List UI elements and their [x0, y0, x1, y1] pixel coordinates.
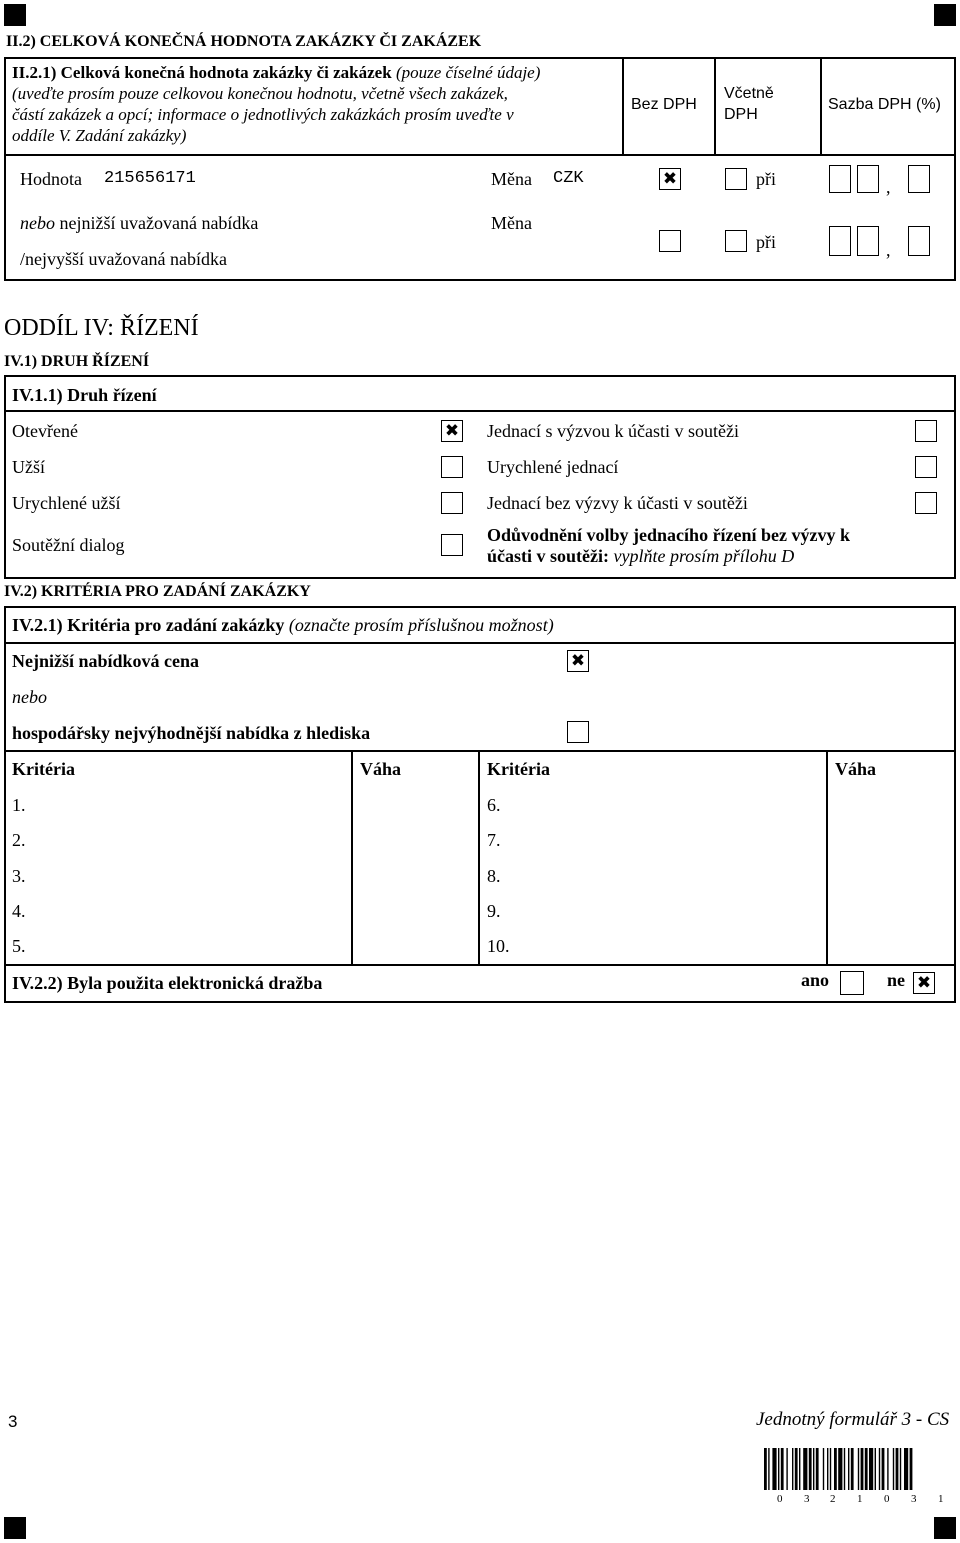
- barcode-bar: [861, 1448, 864, 1490]
- mena-value[interactable]: CZK: [553, 169, 584, 188]
- barcode-bar: [879, 1448, 880, 1490]
- oduvodneni-line-1: Odůvodnění volby jednacího řízení bez výzvy k: [487, 525, 851, 545]
- sazba-digit-box-1a[interactable]: [829, 165, 851, 193]
- kriteria-col-header-right: Kritéria: [487, 759, 550, 779]
- nejvyssi-label: /nejvyšší uvažovaná nabídka: [20, 249, 227, 269]
- col-header-sazba-dph: Sazba DPH (%): [828, 96, 941, 113]
- criterion-number-5: 5.: [12, 936, 26, 956]
- barcode-bar: [882, 1448, 885, 1490]
- value-table-col-divider-2: [714, 57, 716, 155]
- barcode-bar: [799, 1448, 800, 1490]
- kriteria-col-divider-1: [351, 750, 353, 964]
- criterion-number-9: 9.: [487, 901, 501, 921]
- value-table-divider: [4, 154, 956, 156]
- barcode-bar: [893, 1448, 894, 1490]
- auction-ne-checkbox[interactable]: [913, 972, 935, 994]
- barcode-bar: [875, 1448, 876, 1490]
- barcode-bar: [887, 1448, 888, 1490]
- druh-rizeni-table: [4, 375, 956, 579]
- barcode-bar: [900, 1448, 901, 1490]
- option-jednaci-bez-vyzvy: Jednací bez výzvy k účasti v soutěži: [487, 493, 748, 513]
- most-advantageous-label: hospodářsky nejvýhodnější nabídka z hlediska: [12, 723, 371, 743]
- jednaci-s-vyzvou-checkbox[interactable]: [915, 420, 937, 442]
- urychlene-jednaci-checkbox[interactable]: [915, 456, 937, 478]
- subsection-ii21-note-4: oddíle V. Zadání zakázky): [12, 126, 187, 145]
- barcode-bar: [844, 1448, 845, 1490]
- form-name: Jednotný formulář 3 - CS: [756, 1409, 950, 1430]
- section-iv-heading: ODDÍL IV: ŘÍZENÍ: [4, 315, 199, 341]
- corner-marker-bottom-left: [4, 1517, 26, 1539]
- criterion-number-6: 6.: [487, 795, 501, 815]
- page-number: 3: [8, 1412, 18, 1431]
- soutezni-dialog-checkbox[interactable]: [441, 534, 463, 556]
- col-header-vcetne-dph-1: Včetně: [724, 85, 774, 102]
- barcode-digit-2: 3: [804, 1493, 810, 1505]
- nebo-label: nebo: [12, 687, 47, 707]
- nejnizsi-label: [20, 213, 258, 233]
- barcode-bar: [778, 1448, 779, 1490]
- barcode-digit-6: 3: [911, 1493, 917, 1505]
- barcode-bar: [869, 1448, 873, 1490]
- uzsi-checkbox[interactable]: [441, 456, 463, 478]
- criterion-number-10: 10.: [487, 936, 510, 956]
- barcode-bar: [904, 1448, 908, 1490]
- hodnota-label: Hodnota: [20, 169, 82, 189]
- hodnota-value[interactable]: 215656171: [104, 169, 196, 188]
- most-advantageous-checkbox[interactable]: [567, 721, 589, 743]
- barcode-bar: [896, 1448, 899, 1490]
- barcode-bar: [865, 1448, 868, 1490]
- barcode-bar: [827, 1448, 828, 1490]
- col-header-vcetne-dph-2: DPH: [724, 106, 758, 123]
- barcode-digit-5: 0: [884, 1493, 890, 1505]
- barcode-digit-4: 1: [857, 1493, 863, 1505]
- lowest-price-label: Nejnižší nabídková cena: [12, 651, 200, 671]
- sazba-digit-box-1b[interactable]: [857, 165, 879, 193]
- barcode-bar: [781, 1448, 784, 1490]
- druh-rizeni-sub: IV.1.1) Druh řízení: [12, 385, 157, 405]
- barcode-bar: [823, 1448, 824, 1490]
- sazba-comma-1: ,: [886, 177, 891, 197]
- barcode-bar: [851, 1448, 854, 1490]
- value-table-col-divider-1: [622, 57, 624, 155]
- vcetne-dph-checkbox-1[interactable]: [725, 168, 747, 190]
- barcode-bar: [816, 1448, 819, 1490]
- auction-ano-checkbox[interactable]: [840, 971, 864, 995]
- kriteria-divider-2: [4, 750, 956, 752]
- kriteria-col-header-left: Kritéria: [12, 759, 75, 779]
- barcode-bar: [809, 1448, 812, 1490]
- barcode-bar: [834, 1448, 837, 1490]
- kriteria-heading: IV.2) KRITÉRIA PRO ZADÁNÍ ZAKÁZKY: [4, 583, 311, 600]
- bez-dph-checkbox-1[interactable]: [659, 168, 681, 190]
- sazba-digit-box-2a[interactable]: [829, 226, 851, 256]
- oduvodneni-italic: vyplňte prosím přílohu D: [608, 546, 795, 566]
- subsection-ii21-note-1: (pouze číselné údaje): [391, 63, 541, 82]
- barcode-bar: [792, 1448, 793, 1490]
- corner-marker-top-left: [4, 4, 26, 26]
- kriteria-col-divider-2: [478, 750, 480, 964]
- subsection-ii21-title: [12, 63, 540, 83]
- druh-rizeni-heading: IV.1) DRUH ŘÍZENÍ: [4, 353, 150, 370]
- criterion-number-2: 2.: [12, 830, 26, 850]
- barcode-bar: [786, 1448, 787, 1490]
- barcode-bar: [858, 1448, 859, 1490]
- barcode-bar: [848, 1448, 849, 1490]
- sazba-digit-box-2c[interactable]: [908, 226, 930, 256]
- option-jednaci-s-vyzvou: Jednací s výzvou k účasti v soutěži: [487, 421, 739, 441]
- oduvodneni-line-2: [487, 546, 794, 566]
- barcode: [764, 1448, 956, 1490]
- otevrene-checkbox[interactable]: [441, 420, 463, 442]
- barcode-digit-7: 1: [938, 1493, 944, 1505]
- barcode-bar: [813, 1448, 814, 1490]
- lowest-price-checkbox[interactable]: [567, 650, 589, 672]
- barcode-bar: [803, 1448, 807, 1490]
- kriteria-sub: [12, 615, 554, 635]
- subsection-ii21-title-text: II.2.1) Celková konečná hodnota zakázky či zakázek: [12, 63, 392, 82]
- druh-rizeni-divider: [4, 410, 956, 412]
- value-table-col-divider-3: [820, 57, 822, 155]
- auction-label: IV.2.2) Byla použita elektronická dražba: [12, 973, 323, 993]
- mena-label: Měna: [491, 169, 532, 189]
- pri-label-1: při: [756, 169, 776, 189]
- kriteria-col-divider-3: [826, 750, 828, 964]
- vaha-col-header-right: Váha: [835, 759, 877, 779]
- sazba-digit-box-1c[interactable]: [908, 165, 930, 193]
- option-urychlene-uzsi: Urychlené užší: [12, 493, 121, 513]
- criterion-number-7: 7.: [487, 830, 501, 850]
- oduvodneni-bold: účasti v soutěži:: [487, 546, 609, 566]
- auction-ne-label: ne: [887, 970, 905, 990]
- sazba-digit-box-2b[interactable]: [857, 226, 879, 256]
- subsection-ii21-note-3: částí zakázek a opcí; informace o jednotlivých zakázkách prosím uveďte v: [12, 105, 514, 124]
- option-urychlene-jednaci: Urychlené jednací: [487, 457, 619, 477]
- col-header-bez-dph: Bez DPH: [631, 96, 697, 113]
- barcode-bar: [795, 1448, 798, 1490]
- nebo-italic: nebo: [20, 213, 55, 233]
- barcode-bar: [768, 1448, 769, 1490]
- criterion-number-3: 3.: [12, 866, 26, 886]
- vaha-col-header-left: Váha: [360, 759, 402, 779]
- barcode-digit-3: 2: [830, 1493, 836, 1505]
- barcode-digit-1: 0: [777, 1493, 783, 1505]
- barcode-bar: [830, 1448, 831, 1490]
- subsection-ii21-note-2: (uveďte prosím pouze celkovou konečnou hodnotu, včetně všech zakázek,: [12, 84, 508, 103]
- option-otevrene: Otevřené: [12, 421, 78, 441]
- kriteria-sub-bold: IV.2.1) Kritéria pro zadání zakázky: [12, 615, 285, 635]
- mena2-label: Měna: [491, 213, 532, 233]
- sazba-comma-2: ,: [886, 240, 891, 260]
- criterion-number-4: 4.: [12, 901, 26, 921]
- corner-marker-top-right: [934, 4, 956, 26]
- option-uzsi: Užší: [12, 457, 45, 477]
- corner-marker-bottom-right: [934, 1517, 956, 1539]
- jednaci-bez-vyzvy-checkbox[interactable]: [915, 492, 937, 514]
- bez-dph-checkbox-2[interactable]: [659, 230, 681, 252]
- barcode-bar: [764, 1448, 767, 1490]
- kriteria-divider-3: [4, 964, 956, 966]
- barcode-bar: [910, 1448, 913, 1490]
- auction-ano-label: ano: [801, 970, 830, 990]
- criterion-number-1: 1.: [12, 795, 26, 815]
- barcode-bar: [838, 1448, 842, 1490]
- section-ii2-heading: II.2) CELKOVÁ KONEČNÁ HODNOTA ZAKÁZKY ČI ZAKÁZEK: [6, 33, 482, 50]
- kriteria-divider-1: [4, 642, 956, 644]
- kriteria-sub-note: (označte prosím příslušnou možnost): [284, 615, 554, 635]
- option-soutezni-dialog: Soutěžní dialog: [12, 535, 125, 555]
- urychlene-uzsi-checkbox[interactable]: [441, 492, 463, 514]
- nejnizsi-text: nejnižší uvažovaná nabídka: [55, 213, 259, 233]
- criterion-number-8: 8.: [487, 866, 501, 886]
- pri-label-2: při: [756, 232, 776, 252]
- vcetne-dph-checkbox-2[interactable]: [725, 230, 747, 252]
- barcode-bar: [772, 1448, 776, 1490]
